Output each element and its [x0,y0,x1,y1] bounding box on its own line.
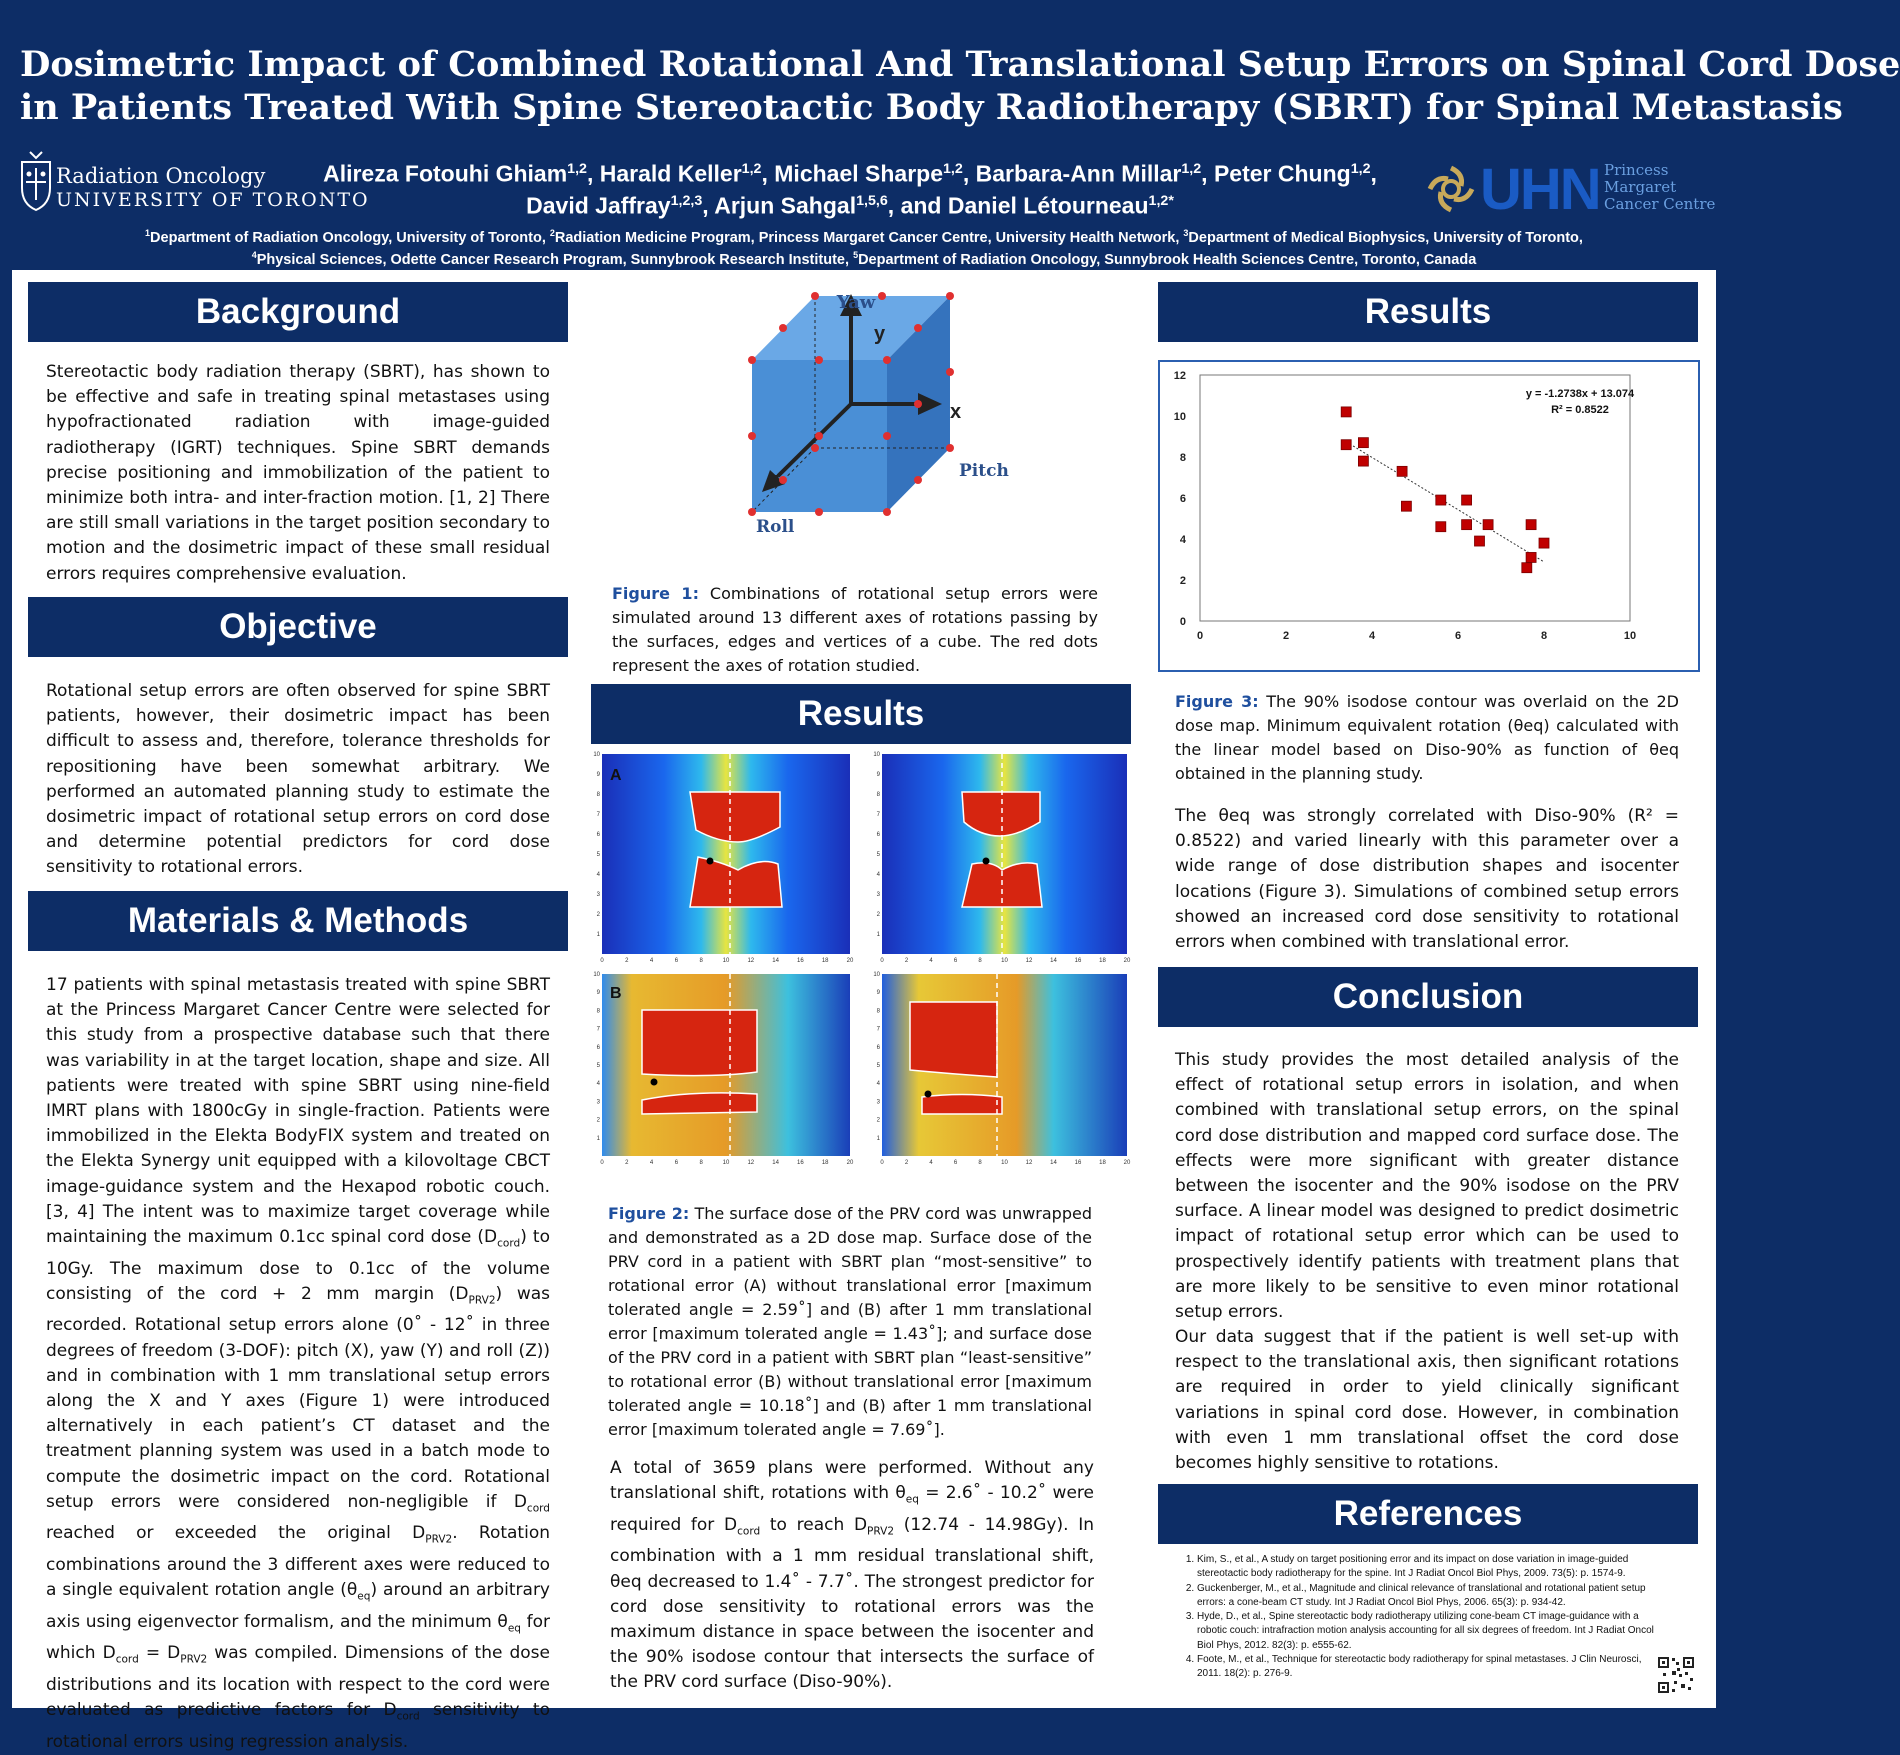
text-run: A total of 3659 plans were performed. Without any translational shift, rotations with θ [610,1458,1094,1504]
figure2-x-tick: 6 [674,1160,679,1166]
reference-item: 4. Foote, M., et al., Technique for stereotactic body radiotherapy for spinal metastases. J Clin Neurosci, 2011. 18(2): p. 276-9. [1197,1653,1665,1682]
author-name: Daniel Létourneau [947,192,1149,219]
subscript: PRV2 [425,1533,453,1546]
figure2-x-tick: 8 [699,958,703,964]
subscript: eq [357,1590,371,1603]
text-run: ) was recorded. Rotational setup errors alone (0˚ - 12˚ in three degrees of freedom (3-DOF): pitch (X), yaw (Y) and roll (Z)) and in combination with 1 mm translational setup errors along the X and Y axes (Figure 1) were introduced alternatively in each patient’s CT dataset and the treatment planning system was used in a batch mode to compute the dosimetric impact on the cord. Rotational setup errors were considered non-negligible if D [46,1283,550,1512]
author-affiliation-sup: 1,2 [943,161,963,177]
figure2-y-tick: 9 [876,990,880,997]
author-affiliation-sup: 1,2* [1148,193,1174,209]
figure2-x-tick: 12 [747,1160,755,1166]
figure2-dose-maps [592,752,1132,1166]
text-run: = D [138,1643,181,1664]
author-affiliation-sup: 1,2 [567,161,587,177]
subscript: PRV2 [180,1653,208,1666]
figure3-label: Figure 3: [1175,692,1259,711]
uhn-logo [1426,157,1716,222]
figure2-x-tick: 10 [1001,958,1008,964]
figure2-y-tick: 5 [596,852,600,858]
uhn-sub-2: Margaret [1604,178,1677,196]
y-tick-label: 0 [1179,616,1186,628]
figure2-x-tick: 18 [821,1160,829,1166]
figure2-y-tick: 10 [593,972,600,978]
figure1-cube-diagram [702,280,1072,570]
dose-map-b-right [882,974,1127,1156]
text-run: to reach D [760,1514,868,1535]
figure2-x-tick: 4 [649,1160,654,1166]
author-separator: , [962,160,976,187]
reference-item: 3. Hyde, D., et al., Spine stereotactic body radiotherapy utilizing cone-beam CT image-guidance with a robotic couch: intrafraction motion analysis accounting for all six degrees of freedom. Int J Radiat Oncol Biol Phys, 2012. 82(3): p. e555-62. [1197,1610,1665,1653]
figure2-x-tick: 10 [722,958,730,964]
figure2-y-tick: 7 [876,1026,880,1033]
objective-text: Rotational setup errors are often observed for spine SBRT patients, however, their dosimetric impact has been difficult to assess and, therefore, tolerance thresholds for repositioning have been somewhat arbitrary. We performed an automated planning study to estimate the dosimetric impact of rotational setup errors on cord dose and determine potential predictors for cord dose sensitivity to rotational errors. [46,681,550,878]
figure2-y-tick: 4 [596,872,600,878]
author-affiliation-sup: 1,2 [1181,161,1202,177]
data-point [1462,520,1472,530]
uhn-swirl-icon [1426,164,1476,214]
authors-line-2 [250,186,1450,221]
figure2-y-tick: 9 [596,990,600,997]
figure2-label: Figure 2: [608,1204,690,1223]
figure2-y-tick: 6 [596,832,600,838]
qr-code-icon [1657,1656,1695,1694]
author-affiliation-sup: 1,2,3 [670,193,703,209]
figure2-x-tick: 18 [1099,1160,1106,1166]
author-separator: , [1201,160,1214,187]
y-tick-label: 4 [1179,534,1186,546]
figure1-label: Figure 1: [612,584,699,603]
results-heading-middle: Results [591,684,1131,744]
pitch-label: Pitch [959,461,1009,481]
text-run: ) around an arbitrary axis using eigenvector formalism, and the minimum θ [46,1580,550,1632]
subscript: PRV2 [468,1294,496,1307]
figure2-y-tick: 10 [873,752,880,758]
data-point [1539,538,1549,548]
figure1-caption [612,582,1098,678]
text-run: sensitivity to rotational errors using regression analysis. [46,1700,550,1752]
figure2-y-tick: 10 [593,752,600,758]
figure2-x-tick: 14 [1050,1160,1057,1166]
affiliation-number: 4 [251,250,257,260]
data-point [1397,466,1407,476]
figure2-y-tick: 7 [596,1026,600,1033]
roll-label: Roll [756,517,795,537]
figure2-x-tick: 20 [1123,1160,1131,1166]
results-right-text: The θeq was strongly correlated with Diso-90% (R² = 0.8522) and varied linearly with this parameter over a wide range of dose distribution shapes and isocenter locations (Figure 3). Simulations of combined setup errors showed an increased cord dose sensitivity to rotational errors when combined with translational error. [1175,806,1679,953]
subscript: cord [396,1710,420,1723]
title-line-2: in Patients Treated With Spine Stereotactic Body Radiotherapy (SBRT) for Spinal Metastasis [20,87,1843,128]
figure2-x-tick: 16 [797,958,804,964]
data-point [1341,440,1351,450]
figure2-x-tick: 2 [625,1160,629,1166]
subscript: cord [115,1653,139,1666]
subscript: eq [507,1622,521,1635]
figure2-x-tick: 8 [978,958,982,964]
uhn-sub-3: Cancer Centre [1604,195,1716,213]
figure3-chart-frame [1158,360,1700,672]
figure2-y-tick: 9 [876,772,880,778]
trendline-equation: y = -1.2738x + 13.074 [1525,388,1635,400]
affiliation-text: Radiation Medicine Program, Princess Margaret Cancer Centre, University Health Network, [554,229,1184,246]
x-tick-label: 4 [1368,630,1376,642]
figure2-y-tick: 6 [876,1044,880,1051]
figure2-x-tick: 12 [747,958,755,964]
y-tick-label: 2 [1179,575,1186,587]
conclusion-text-2: Our data suggest that if the patient is well set-up with respect to the translational axis, then significant rotations are required in order to yield clinically significant variations in spinal cord dose. However, in combination with even 1 mm translational offset the cord dose becomes highly sensitive to rotations. [1175,1327,1679,1474]
subscript: PRV2 [867,1525,895,1538]
figure3-scatter-chart [1160,362,1698,670]
figure2-y-tick: 3 [876,1099,880,1106]
r-squared-label: R² = 0.8522 [1551,404,1609,416]
panel-a-label: A [610,767,622,784]
data-point [1436,495,1446,505]
text-run: reached or exceeded the original D [46,1523,426,1544]
figure2-x-tick: 4 [929,1160,933,1166]
figure2-y-tick: 2 [596,1117,600,1124]
panel-b-label: B [610,985,622,1002]
x-tick-label: 2 [1282,630,1290,642]
data-point [1526,552,1536,562]
figure2-x-tick: 10 [722,1160,730,1166]
text-run: was compiled. Dimensions of the dose distributions and its location with respect to the cord were evaluated as predictive factors for D [46,1643,550,1721]
x-tick-label: 6 [1454,630,1462,642]
uhn-sub-1: Princess [1604,161,1669,179]
figure2-x-tick: 4 [929,958,933,964]
data-point [1358,456,1368,466]
figure2-y-tick: 1 [876,932,880,938]
figure2-y-tick: 4 [876,872,880,878]
conclusion-text-1: This study provides the most detailed analysis of the effect of rotational setup errors in isolation, and when combined with translational setup errors, on the spinal cord dose distribution and mapped cord surface dose. The effects were more significant with greater distance between the isocenter and the 90% isodose on the PRV surface. A linear model was designed to predict dosimetric impact of rotational setup error which can be used to prospectively identify patients with treatment plans that are more likely to be sensitive to even minor rotational setup errors. [1175,1050,1679,1323]
results-heading-right: Results [1158,282,1698,342]
x-tick-label: 0 [1196,630,1204,642]
figure2-x-tick: 18 [821,958,829,964]
author-name: Harald Keller [599,160,742,187]
poster-content [12,270,1716,1752]
figure2-x-tick: 8 [978,1160,982,1166]
reference-item: 2. Guckenberger, M., et al., Magnitude and clinical relevance of translational and rotational patient setup errors: a cone-beam CT study. Int J Radiat Oncol Biol Phys, 2006. 65(3): p. 934-42. [1197,1582,1665,1611]
y-label: y [874,323,886,345]
y-tick-label: 12 [1173,370,1186,382]
figure2-y-tick: 9 [596,772,600,778]
figure2-x-tick: 4 [649,958,654,964]
author-affiliation-sup: 1,2 [741,161,762,177]
affiliation-text: Department of Medical Biophysics, University of Toronto, [1188,229,1583,246]
text-run: (12.74 - 14.98Gy). In combination with a 1 mm residual translational shift, θeq decreased to 1.4˚ - 7.7˚. The strongest predictor for cord dose sensitivity to rotational errors was the maximum distance in space between the isocenter and the 90% isodose contour that intersects the surface of the PRV cord surface (Diso-90%). [610,1514,1094,1693]
background-text: Stereotactic body radiation therapy (SBRT), has shown to be effective and safe in treating spinal metastases using hypofractionated radiation with image-guided radiotherapy (IGRT) techniques. Spine SBRT demands precise positioning and immobilization of the patient to minimize both intra- and inter-fraction motion. [1, 2] There are still small variations in the target position secondary to motion and the dosimetric impact of these small residual errors requires comprehensive evaluation. [46,362,550,584]
author-separator: , and [887,192,948,219]
data-point [1475,536,1485,546]
subscript: eq [905,1493,919,1506]
figure2-x-tick: 14 [772,958,779,964]
affiliation-text: Physical Sciences, Odette Cancer Research Program, Sunnybrook Research Institute, [256,251,854,268]
methods-text [46,973,550,1755]
figure2-y-tick: 1 [596,932,600,938]
figure2-x-tick: 0 [880,1160,884,1166]
title-line-1: Dosimetric Impact of Combined Rotational And Translational Setup Errors on Spinal Cord Dose [20,44,1900,85]
figure2-y-tick: 2 [876,1117,880,1124]
author-name: Barbara-Ann Millar [975,160,1182,187]
figure2-y-tick: 10 [873,972,880,978]
figure2-x-tick: 20 [1123,958,1131,964]
figure2-x-tick: 8 [699,1160,703,1166]
data-point [1526,520,1536,530]
figure2-y-tick: 5 [876,1063,880,1069]
affiliation-number: 3 [1183,228,1189,238]
x-tick-label: 8 [1540,630,1548,642]
figure2-y-tick: 3 [876,892,880,898]
figure2-x-tick: 14 [1050,958,1057,964]
figure1-caption-text: Combinations of rotational setup errors were simulated around 13 different axes of rotations passing by the surfaces, edges and vertices of a cube. The red dots represent the axes of rotation studied. [612,584,1098,675]
data-point [1358,438,1368,448]
data-point [1462,495,1472,505]
figure2-x-tick: 14 [772,1160,779,1166]
figure2-x-tick: 2 [904,958,909,964]
figure2-y-tick: 8 [876,1008,880,1015]
figure2-y-tick: 2 [596,912,600,918]
author-affiliation-sup: 1,5,6 [856,193,888,209]
figure2-x-tick: 16 [1074,1160,1082,1166]
figure2-y-tick: 8 [596,1008,600,1015]
data-point [1341,407,1351,417]
uoft-dept: Radiation Oncology [56,164,266,188]
affiliation-number: 5 [853,250,859,260]
figure2-y-tick: 5 [596,1063,600,1069]
affiliation-number: 2 [549,228,555,238]
figure2-x-tick: 0 [600,1160,604,1166]
author-separator: , [586,160,600,187]
author-separator: , [761,160,775,187]
figure2-y-tick: 7 [596,812,600,818]
figure3-caption [1175,690,1679,786]
x-label: x [950,401,962,423]
figure2-y-tick: 7 [876,812,880,818]
figure2-y-tick: 2 [876,912,880,918]
affiliation-text: Department of Radiation Oncology, Sunnybrook Health Sciences Centre, Toronto, Canada [858,251,1477,268]
results-summary-text [610,1456,1094,1696]
figure2-y-tick: 8 [876,792,880,798]
author-separator: , [702,192,715,219]
text-run: 17 patients with spinal metastasis treated with spine SBRT at the Princess Margaret Cancer Centre were selected for this study from a prospective database such that there was variability in at the target location, shape and size. All patients were treated with spine SBRT using nine-field IMRT plans with 1800cGy in single-fraction. Patients were immobilized in the Elekta BodyFIX system and treated on the Elekta Synergy unit equipped with a kilovoltage CBCT image-guidance system and the Hexapod robotic couch. [3, 4] The intent was to maximize target coverage while maintaining the maximum 0.1cc spinal cord dose (D [46,975,550,1248]
figure2-caption [608,1202,1092,1442]
author-name: Peter Chung [1213,160,1351,187]
author-name: Arjun Sahgal [714,192,857,219]
conclusion-heading: Conclusion [1158,967,1698,1027]
figure2-x-tick: 20 [846,1160,854,1166]
text-run: = 2.6˚ - 10.2˚ were required for D [610,1483,1094,1535]
methods-heading: Materials & Methods [28,891,568,951]
figure2-x-tick: 6 [953,958,958,964]
subscript: cord [526,1502,550,1515]
figure3-caption-text: The 90% isodose contour was overlaid on the 2D dose map. Minimum equivalent rotation (θeq) calculated with the linear model based on Diso-90% as function of θeq obtained in the planning study. [1175,692,1679,783]
figure2-caption-text: The surface dose of the PRV cord was unwrapped and demonstrated as a 2D dose map. Surface dose of the PRV cord in a patient with SBRT plan “most-sensitive” to rotational error (A) without translational error [maximum tolerated angle = 2.59˚] and (B) after 1 mm translational error [maximum tolerated angle = 1.43˚]; and surface dose of the PRV cord in a patient with SBRT plan “least-sensitive” to rotational error (B) without translational error [maximum tolerated angle = 10.18˚] and (B) after 1 mm translational error [maximum tolerated angle = 7.69˚]. [608,1204,1092,1439]
figure2-x-tick: 2 [904,1160,909,1166]
figure2-y-tick: 3 [596,1099,600,1106]
figure2-x-tick: 16 [797,1160,804,1166]
figure2-x-tick: 2 [625,958,629,964]
figure2-y-tick: 1 [876,1135,880,1142]
subscript: cord [737,1525,761,1538]
figure2-x-tick: 18 [1099,958,1106,964]
dose-map-a-left [602,754,850,954]
figure2-x-tick: 6 [674,958,679,964]
figure2-x-tick: 0 [600,958,604,964]
figure2-y-tick: 6 [876,832,880,838]
affiliation-text: Department of Radiation Oncology, University of Toronto, [150,229,550,246]
author-name: Michael Sharpe [774,160,943,187]
subscript: cord [497,1237,521,1250]
authors-line-1 [250,154,1450,189]
references-list [1175,1553,1665,1682]
background-heading: Background [28,282,568,342]
figure2-x-tick: 12 [1025,958,1033,964]
text-run: for which D [46,1611,550,1664]
figure2-y-tick: 8 [596,792,600,798]
dose-map-b-left [602,974,850,1156]
author-separator: , [1370,160,1377,187]
data-point [1483,520,1493,530]
figure2-x-tick: 6 [953,1160,958,1166]
figure2-x-tick: 12 [1025,1160,1033,1166]
y-tick-label: 10 [1173,411,1186,423]
data-point [1522,563,1532,573]
figure2-y-tick: 4 [876,1081,880,1088]
x-tick-label: 10 [1623,630,1637,642]
figure2-y-tick: 6 [596,1044,600,1051]
uhn-wordmark: UHN [1480,157,1600,222]
crest-icon [18,148,54,214]
author-name: Alireza Fotouhi Ghiam [323,160,568,187]
figure2-x-tick: 10 [1001,1160,1008,1166]
data-point [1436,522,1446,532]
data-point [1401,501,1411,511]
author-name: David Jaffray [526,192,671,219]
objective-heading: Objective [28,597,568,657]
references-heading: References [1158,1484,1698,1544]
figure2-x-tick: 16 [1074,958,1082,964]
text-run: . Rotation combinations around the 3 different axes were reduced to a single equivalent rotation angle (θ [46,1523,550,1601]
affiliations-line-2 [20,244,1708,271]
figure2-x-tick: 20 [846,958,854,964]
figure2-y-tick: 5 [876,852,880,858]
yaw-label: Yaw [836,292,876,313]
reference-item: 1. Kim, S., et al., A study on target positioning error and its impact on dose variation in image-guided stereotactic body radiotherapy for the spine. Int J Radiat Oncol Biol Phys, 2009. 73(5): p. 1574-9. [1197,1553,1665,1582]
dose-map-a-right [882,754,1127,954]
header [0,0,1900,270]
figure2-y-tick: 4 [596,1081,600,1088]
y-tick-label: 8 [1179,452,1186,464]
figure2-y-tick: 1 [596,1135,600,1142]
affiliation-number: 1 [145,228,151,238]
author-affiliation-sup: 1,2 [1350,161,1371,177]
z-label: z [770,469,780,491]
y-tick-label: 6 [1179,493,1186,505]
figure2-y-tick: 3 [596,892,600,898]
figure2-x-tick: 0 [880,958,884,964]
uoft-name: UNIVERSITY OF TORONTO [56,189,370,211]
text-run: ) to 10Gy. The maximum dose to 0.1cc of the volume consisting of the cord + 2 mm margin (D [46,1227,550,1304]
